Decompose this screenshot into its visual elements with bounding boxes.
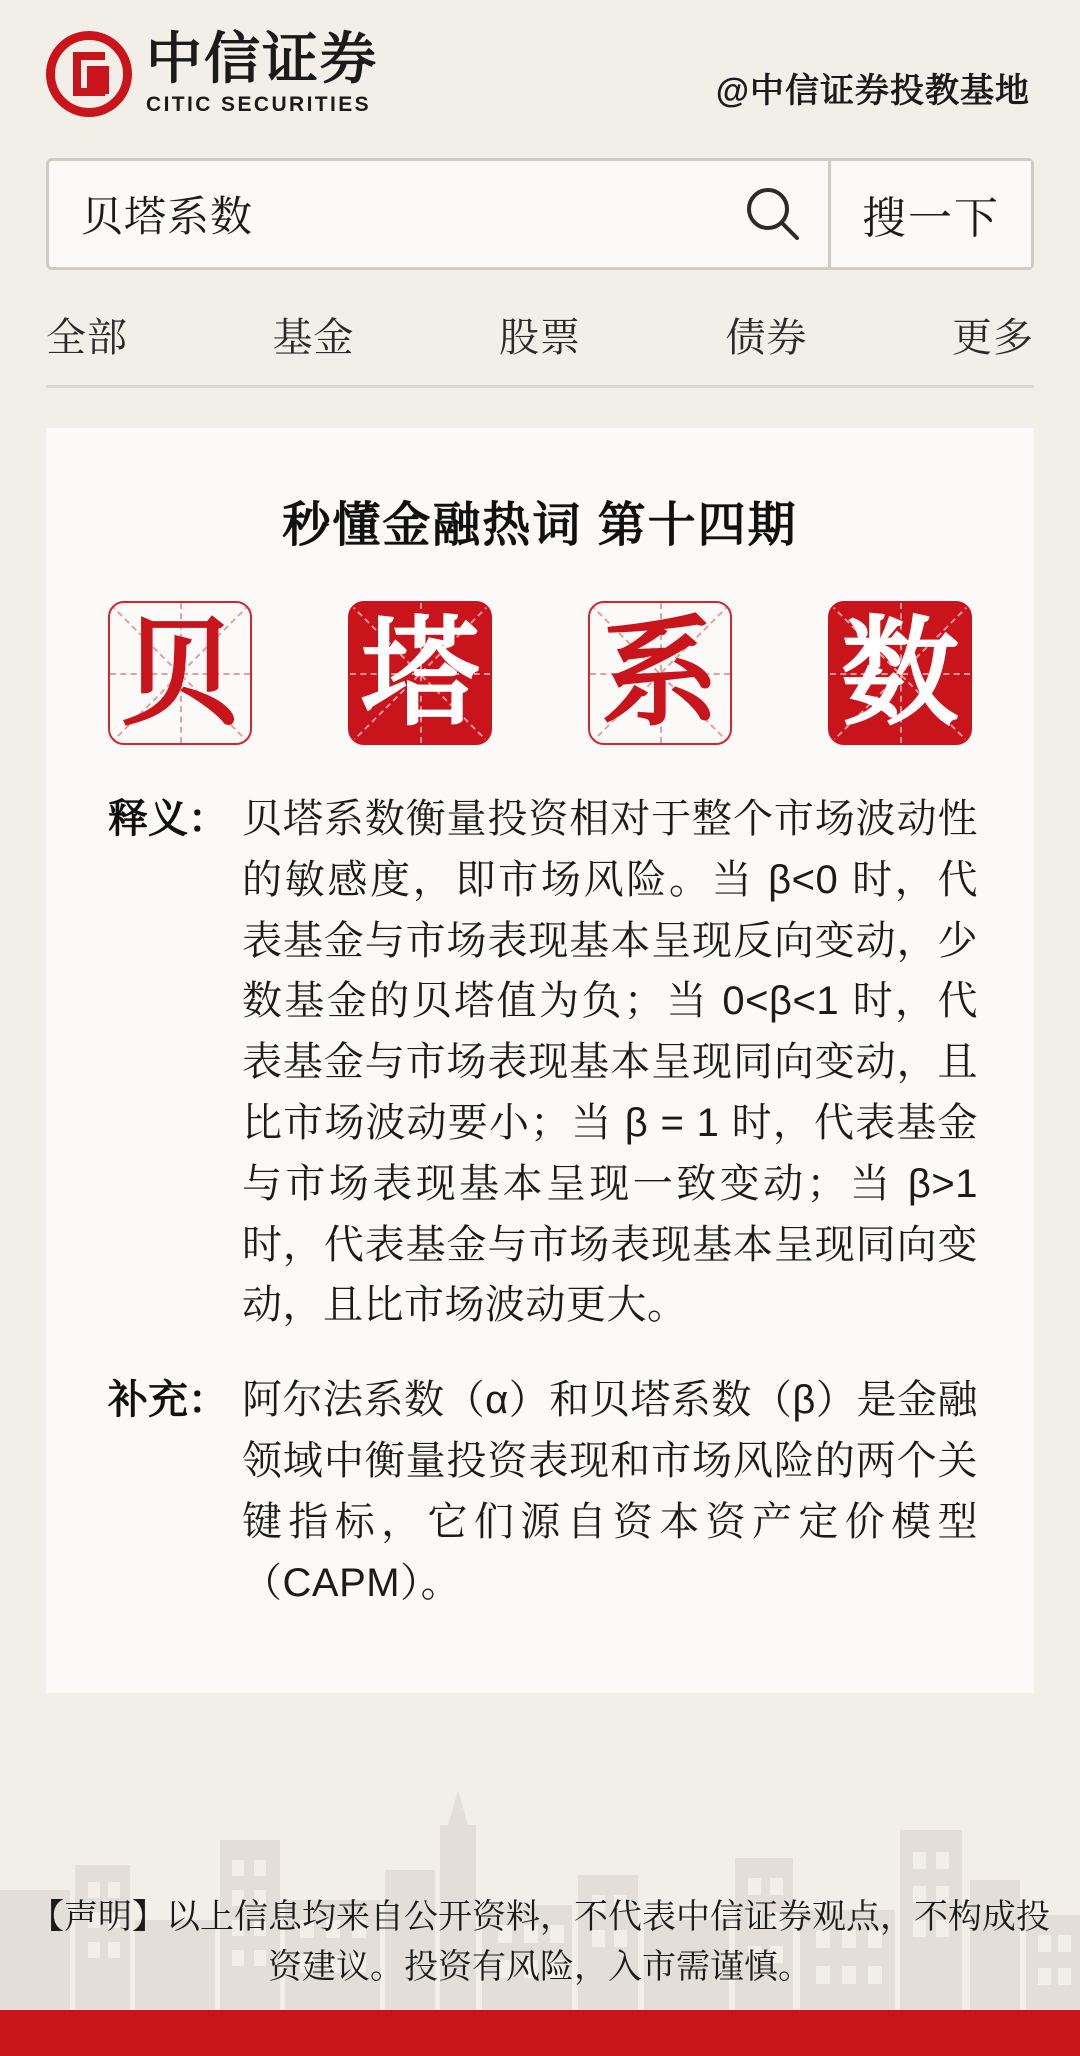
category-tabs[interactable]: [46, 306, 1034, 388]
character-tile-3: [588, 601, 732, 745]
keyword-characters: [108, 601, 972, 745]
brand-logo-text: [146, 27, 378, 117]
supplement-section: [102, 1370, 978, 1613]
tab-all[interactable]: 全部: [46, 316, 128, 360]
character-glyph: 贝: [120, 603, 239, 742]
brand-logo: [46, 27, 378, 117]
tab-more[interactable]: 更多: [952, 316, 1034, 360]
brand-name-en: CITIC SECURITIES: [146, 93, 372, 116]
character-tile-1: [108, 601, 252, 745]
brand-name-cn: 中信证券: [146, 27, 378, 90]
disclaimer-text: 【声明】以上信息均来自公开资料，不代表中信证券观点，不构成投资建议。投资有风险，入市需谨慎。: [30, 1898, 1050, 1986]
definition-section: [102, 789, 978, 1336]
search-icon[interactable]: [718, 161, 828, 267]
tab-stock[interactable]: 股票: [499, 316, 581, 360]
definition-text: 贝塔系数衡量投资相对于整个市场波动性的敏感度，即市场风险。当 β<0 时，代表基金与市场表现基本呈现反向变动，少数基金的贝塔值为负；当 0<β<1 时，代表基金与市场表现基本呈现同向变动，且比市场波动要小；当 β = 1 时，代表基金与市场表现基本呈现一致变动；当 β>1 时，代表基金与市场表现基本呈现同向变动，且比市场波动更大。: [242, 797, 978, 1328]
search-bar[interactable]: [46, 158, 1034, 270]
citic-logo-icon: [46, 31, 132, 117]
tab-bond[interactable]: 债券: [725, 316, 808, 360]
tab-fund[interactable]: 基金: [272, 316, 355, 360]
character-glyph: 塔: [360, 603, 479, 742]
content-card: [46, 428, 1034, 1693]
supplement-text: 阿尔法系数（α）和贝塔系数（β）是金融领域中衡量投资表现和市场风险的两个关键指标，它们源自资本资产定价模型（CAPM）。: [242, 1378, 978, 1605]
character-tile-4: [828, 601, 972, 745]
search-input[interactable]: 贝塔系数: [81, 193, 254, 240]
character-glyph: 数: [840, 603, 959, 742]
supplement-label: 补充：: [108, 1378, 228, 1423]
account-handle: @中信证券投教基地: [715, 71, 1030, 110]
character-glyph: 系: [600, 603, 719, 742]
search-button[interactable]: 搜一下: [828, 161, 1031, 267]
page-header: [0, 0, 1080, 116]
bottom-accent-bar: [0, 2010, 1080, 2056]
character-tile-2: [348, 601, 492, 745]
definition-label: 释义：: [108, 797, 228, 841]
page-title: 秒懂金融热词 第十四期: [282, 499, 798, 552]
